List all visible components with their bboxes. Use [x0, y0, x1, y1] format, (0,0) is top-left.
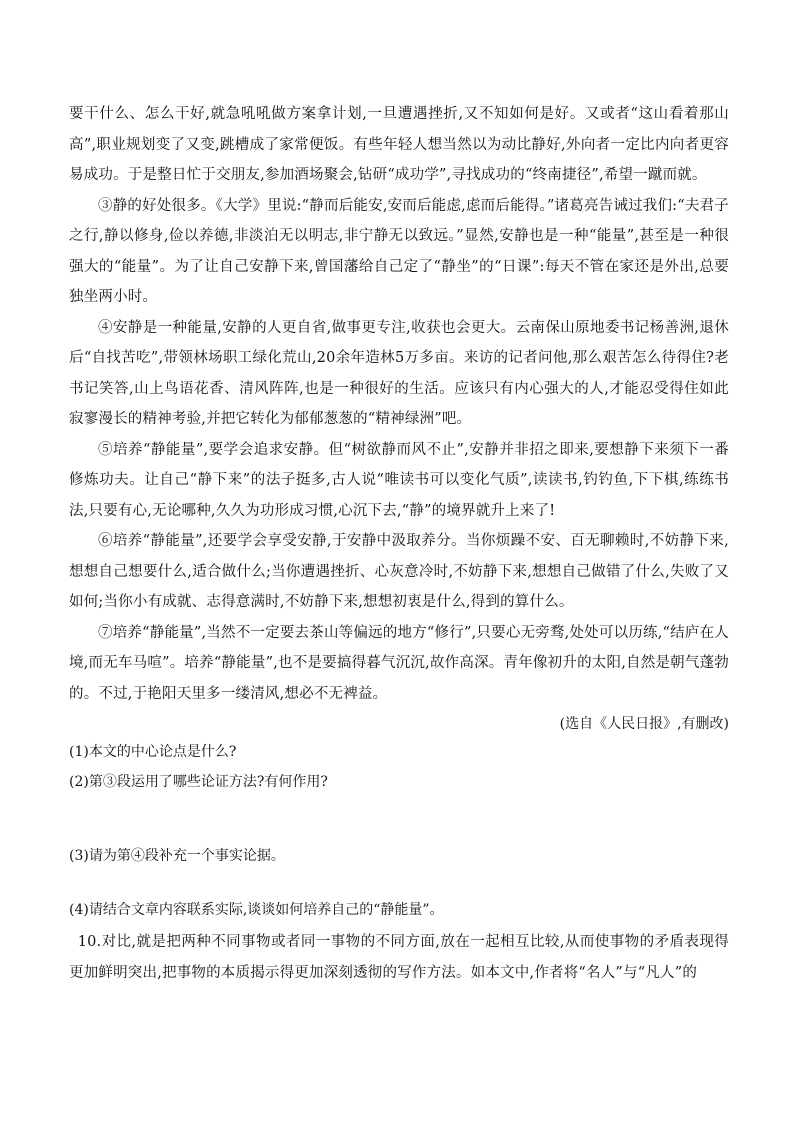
question-3: (3)请为第④段补充一个事实论据。 — [69, 848, 285, 864]
paragraph-5: ⑤培养“静能量”,要学会追求安静。但“树欲静而风不止”,安静并非招之即来,要想静下来须下一番修炼功夫。让自己“静下来”的法子挺多,古人说“唯读书可以变化气质”,读读书,钓钓鱼,下下棋,练练书法,只要有心,无论哪种,久久为功形成习惯,心沉下去,“静”的境界就升上来了! — [69, 441, 729, 519]
paragraph-3: ③静的好处很多。《大学》里说:“静而后能安,安而后能虑,虑而后能得。”诸葛亮告诫过我们:“夫君子之行,静以修身,俭以养德,非淡泊无以明志,非宁静无以致远。”显然,安静也是一种“能量”,甚至是一种很强大的“能量”。为了让自己安静下来,曾国藩给自己定了“静坐”的“日课”:每天不管在家还是外出,总要独坐两小时。 — [69, 197, 729, 305]
paragraph-4: ④安静是一种能量,安静的人更自省,做事更专注,收获也会更大。云南保山原地委书记杨善洲,退休后“自找苦吃”,带领林场职工绿化荒山,20余年造林5万多亩。来访的记者问他,那么艰苦怎么待得住?老书记笑答,山上鸟语花香、清风阵阵,也是一种很好的生活。应该只有内心强大的人,才能忍受得住如此寂寥漫长的精神考验,并把它转化为郁郁葱葱的“精神绿洲”吧。 — [69, 319, 729, 427]
paragraph-continued: 要干什么、怎么干好,就急吼吼做方案拿计划,一旦遭遇挫折,又不知如何是好。又或者“这山看着那山高”,职业规划变了又变,跳槽成了家常便饭。有些年轻人想当然以为动比静好,外向者一定比内向者更容易成功。于是整日忙于交朋友,参加酒场聚会,钻研“成功学”,寻找成功的“终南捷径”,希望一蹴而就。 — [69, 106, 729, 183]
paragraph-6: ⑥培养“静能量”,还要学会享受安静,于安静中汲取养分。当你烦躁不安、百无聊赖时,不妨静下来,想想自己想要什么,适合做什么;当你遭遇挫折、心灰意冷时,不妨静下来,想想自己做错了什么,失败了又如何;当你小有成就、志得意满时,不妨静下来,想想初衷是什么,得到的算什么。 — [69, 533, 729, 610]
paragraph-7: ⑦培养“静能量”,当然不一定要去茶山等偏远的地方“修行”,只要心无旁骛,处处可以历练,“结庐在人境,而无车马喧”。培养“静能量”,也不是要搞得暮气沉沉,故作高深。青年像初升的太阳,自然是朝气蓬勃的。不过,于艳阳天里多一缕清风,想必不无裨益。 — [69, 624, 729, 702]
question-1: (1)本文的中心论点是什么? — [69, 744, 237, 760]
document-body — [69, 99, 729, 1003]
item-10-text: 10.对比,就是把两种不同事物或者同一事物的不同方面,放在一起相互比较,从而使事物的矛盾表现得更加鲜明突出,把事物的本质揭示得更加深刻透彻的写作方法。如本文中,作者将“名人”与“凡人”的 — [69, 934, 729, 981]
question-2: (2)第③段运用了哪些论证方法?有何作用? — [69, 774, 328, 790]
source-citation: (选自《人民日报》,有删改) — [559, 716, 729, 732]
question-4: (4)请结合文章内容联系实际,谈谈如何培养自己的“静能量”。 — [69, 902, 444, 918]
